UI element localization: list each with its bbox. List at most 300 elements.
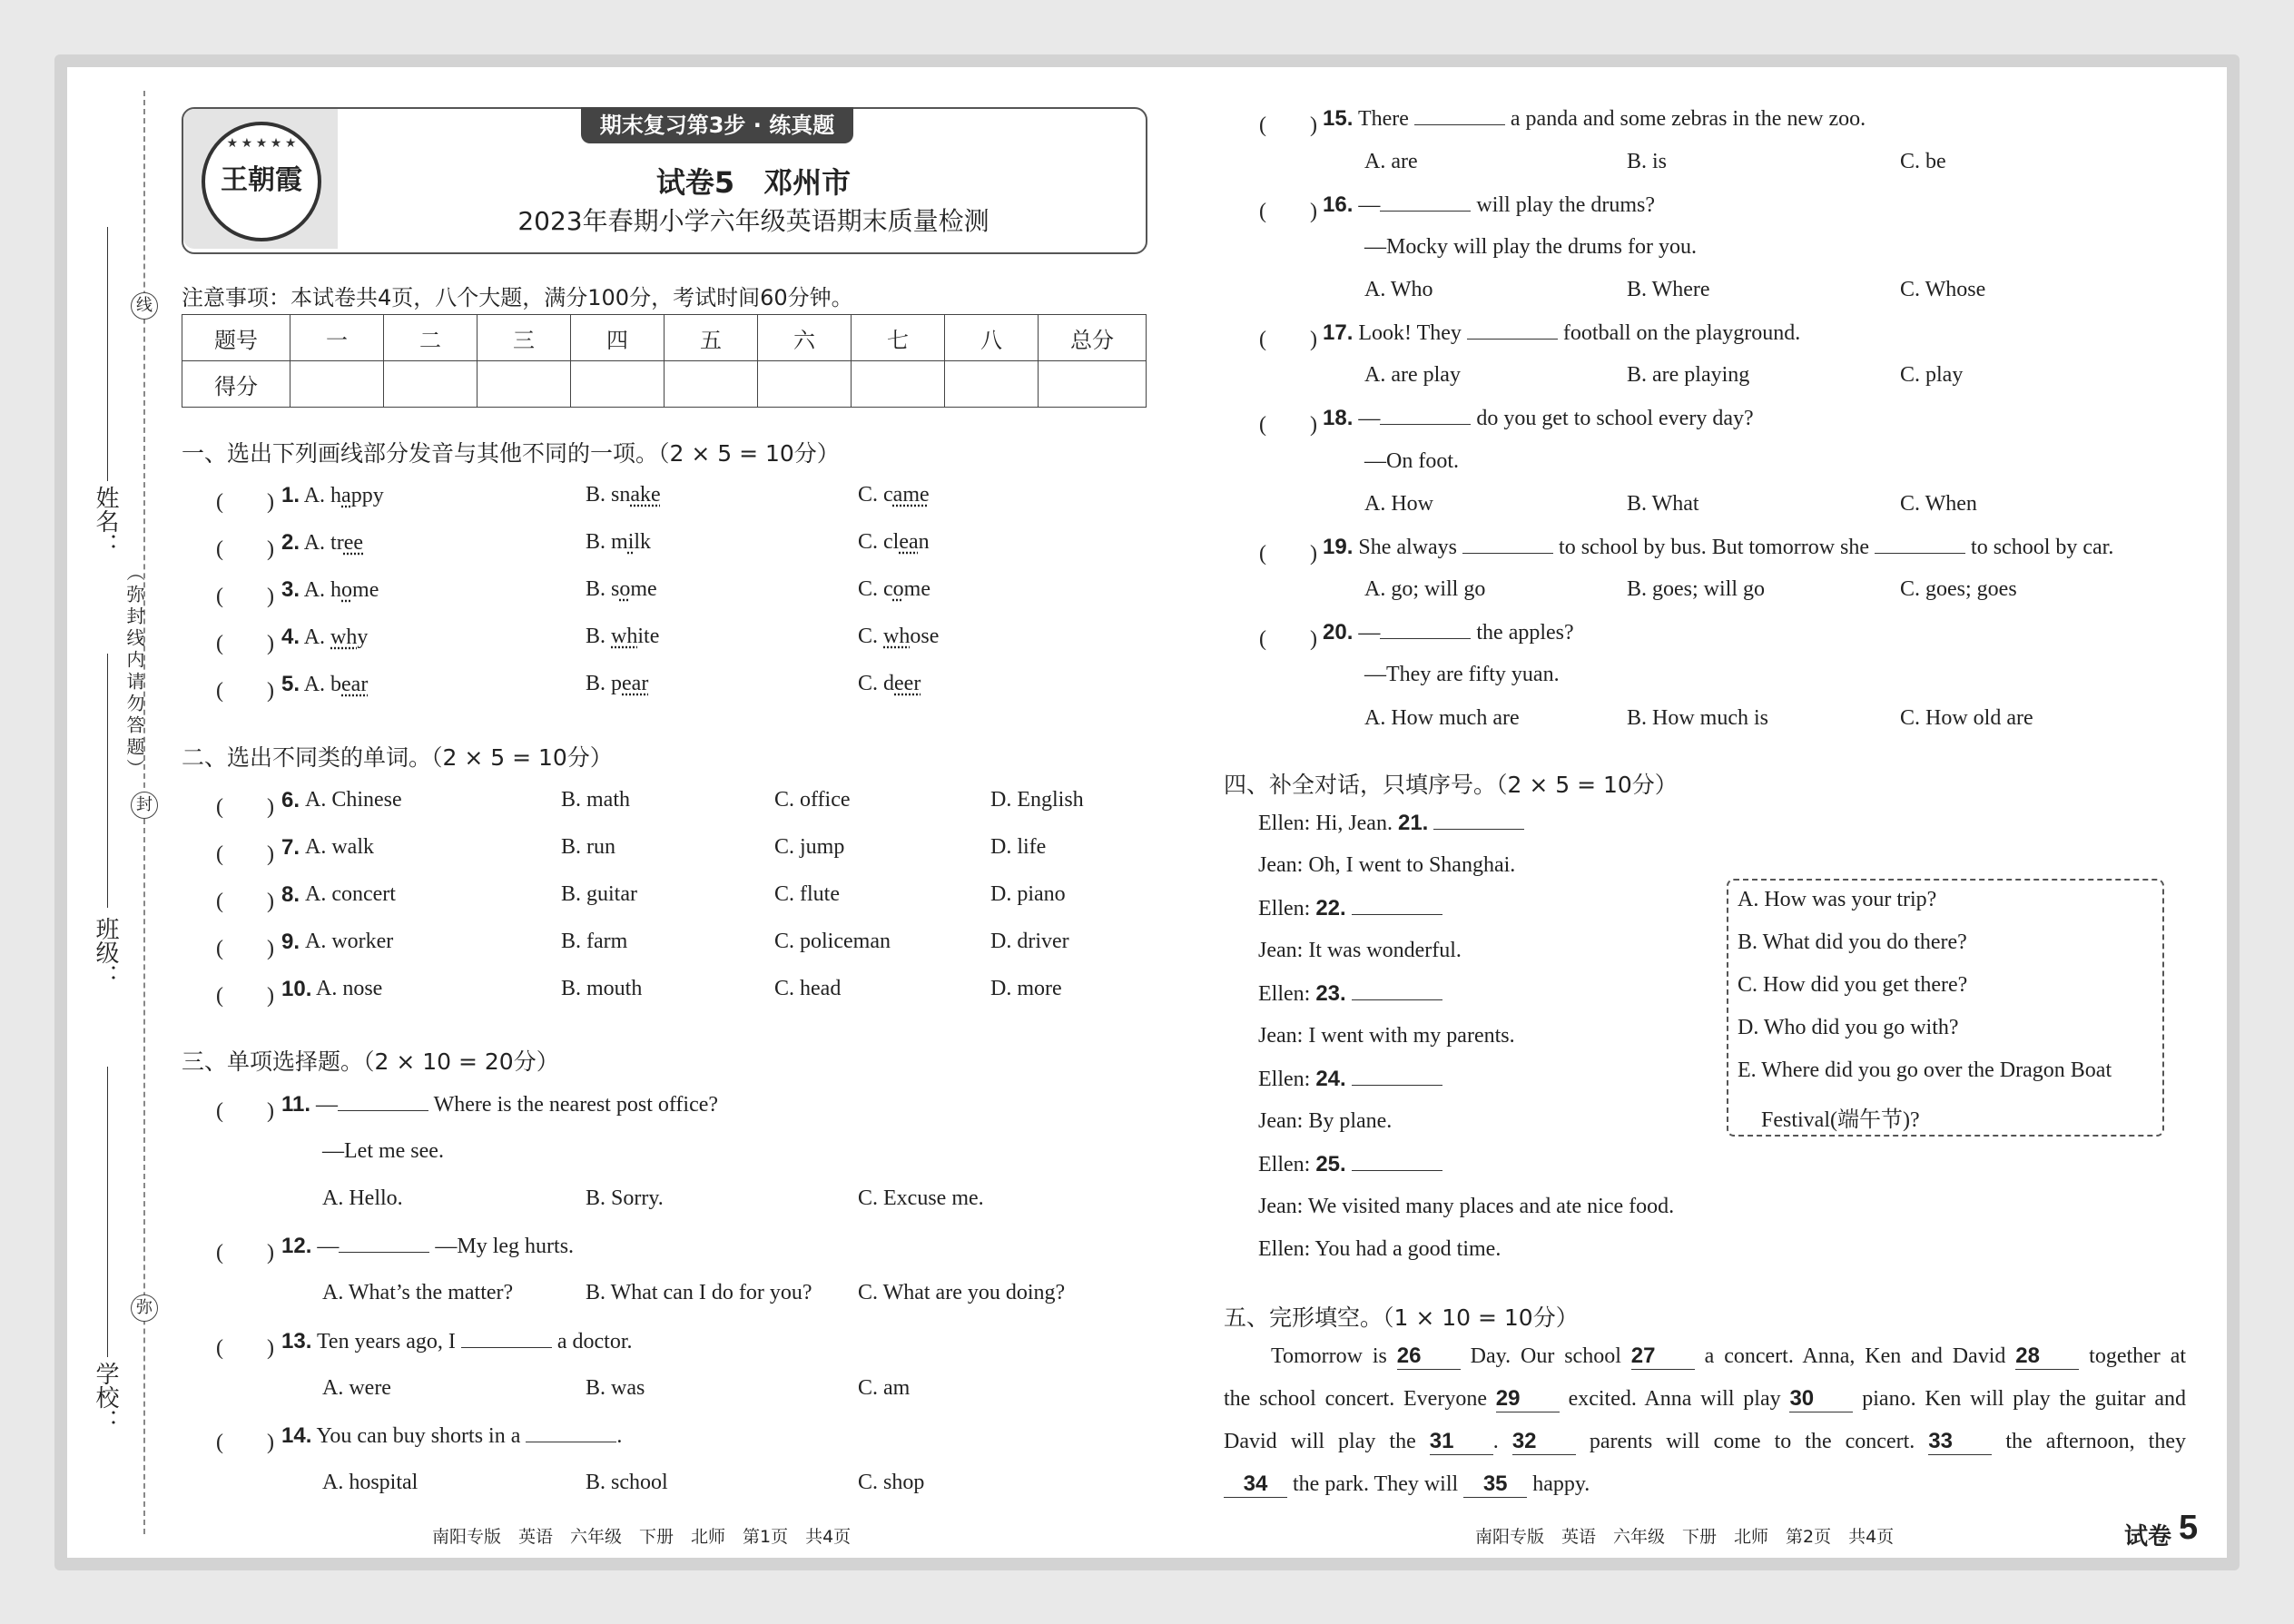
cloze-text: happy.	[1527, 1472, 1590, 1496]
score-cell: 五	[665, 315, 758, 361]
score-table	[182, 314, 1147, 408]
question-number: 5.	[281, 672, 300, 696]
option: B. farm	[561, 930, 628, 953]
seal-circle-line: 线	[131, 292, 158, 320]
cloze-blank[interactable]: 29	[1496, 1386, 1560, 1412]
option-text: A. tr	[300, 531, 344, 555]
stem-text: You can buy shorts in a	[311, 1424, 527, 1448]
option: A. hospital	[322, 1471, 418, 1494]
option: C. How old are	[1900, 706, 2033, 730]
stem-text: the apples?	[1471, 621, 1574, 645]
dialog-text: Jean: Oh, I went to Shanghai.	[1258, 853, 1516, 877]
school-line	[107, 1067, 108, 1357]
question-3-stem	[281, 1234, 574, 1259]
header-title: 试卷5 邓州市	[655, 165, 852, 200]
answer-bracket[interactable]: ( )	[216, 632, 274, 655]
dialog-text: Jean: We visited many places and ate nice food.	[1258, 1195, 1675, 1218]
option-box-item: Festival(端午节)?	[1761, 1108, 1920, 1132]
option: B. How much is	[1627, 706, 1768, 730]
option-text: C. d	[858, 672, 895, 695]
answer-bracket[interactable]: ( )	[1259, 413, 1317, 437]
stem-text: .	[616, 1424, 623, 1448]
dialog-text: Ellen:	[1258, 1153, 1316, 1176]
name-line	[107, 227, 108, 481]
option: C. policeman	[774, 930, 891, 953]
stem-text: to school by car.	[1965, 536, 2114, 559]
option	[858, 530, 930, 555]
option	[586, 530, 651, 555]
underlined-part: wh	[883, 625, 911, 648]
question-number: 2.	[281, 530, 300, 555]
option: C. flute	[774, 882, 840, 906]
option: A. Chinese	[305, 788, 402, 812]
header-subtitle: 2023年春期小学六年级英语期末质量检测	[517, 206, 989, 236]
cloze-blank[interactable]: 31	[1430, 1429, 1493, 1455]
option-text: ppy	[350, 484, 384, 507]
stem-text: to school by bus. But tomorrow she	[1553, 536, 1876, 559]
cloze-line	[1224, 1386, 2186, 1412]
answer-blank[interactable]	[461, 1329, 552, 1348]
cloze-blank[interactable]: 27	[1631, 1343, 1695, 1370]
question-2-number	[281, 835, 300, 861]
underlined-part: wh	[611, 625, 638, 648]
cloze-text: .	[1492, 1430, 1512, 1453]
score-input-cell[interactable]	[1039, 361, 1147, 408]
answer-blank[interactable]	[1380, 620, 1471, 639]
score-input-cell[interactable]	[290, 361, 384, 408]
dialog-line	[1258, 1195, 1674, 1219]
option-box-item: D. Who did you go with?	[1738, 1016, 1959, 1039]
cloze-line	[1224, 1471, 2186, 1498]
option: D. life	[990, 835, 1047, 859]
answer-blank[interactable]	[1352, 981, 1442, 1000]
answer-bracket[interactable]: ( )	[216, 795, 274, 819]
option	[586, 672, 648, 696]
cloze-text: Tomorrow is	[1271, 1344, 1397, 1368]
answer-bracket[interactable]: ( )	[1259, 328, 1317, 351]
stem-text: will play the drums?	[1471, 193, 1656, 217]
question-number: 6.	[281, 788, 300, 812]
question-1-stem	[281, 672, 368, 697]
question-number: 22.	[1315, 896, 1346, 920]
option: B. goes; will go	[1627, 577, 1766, 601]
stem-response: —They are fifty yuan.	[1364, 663, 1560, 686]
cloze-text: excited. Anna will play	[1559, 1387, 1790, 1411]
question-number: 18.	[1323, 406, 1354, 430]
option-text: me	[630, 577, 657, 601]
school-label: 学校：	[92, 1362, 119, 1432]
logo-stars: ★ ★ ★ ★ ★	[226, 137, 297, 151]
answer-bracket[interactable]: ( )	[216, 585, 274, 608]
question-2-number	[281, 882, 300, 908]
cloze-blank[interactable]: 34	[1224, 1471, 1287, 1498]
question-3-stem	[281, 1092, 718, 1117]
question-3-stem	[1323, 320, 1800, 346]
question-number: 21.	[1397, 811, 1429, 835]
cloze-text: the park. They will	[1287, 1472, 1464, 1496]
score-cell: 一	[290, 315, 384, 361]
stem-text: a panda and some zebras in the new zoo.	[1504, 107, 1866, 131]
option-box-item: B. What did you do there?	[1738, 930, 1967, 954]
answer-bracket[interactable]: ( )	[216, 679, 274, 703]
question-number: 12.	[281, 1234, 312, 1258]
option: D. driver	[990, 930, 1069, 953]
question-number: 7.	[281, 835, 300, 860]
option: B. are playing	[1627, 363, 1750, 387]
question-number: 3.	[281, 577, 300, 602]
option-text: A. h	[300, 484, 342, 507]
option: B. What can I do for you?	[586, 1281, 812, 1304]
question-number: 16.	[1323, 192, 1354, 217]
stem-text: —My leg hurts.	[429, 1235, 575, 1258]
option: A. go; will go	[1364, 577, 1486, 601]
option: B. is	[1627, 150, 1668, 173]
footer-left: 南阳专版 英语 六年级 下册 北师 第1页 共4页	[432, 1527, 852, 1547]
dialog-line	[1258, 1109, 1392, 1134]
stem-text: Ten years ago, I	[311, 1330, 461, 1353]
option	[858, 577, 930, 602]
answer-blank[interactable]	[1380, 406, 1471, 425]
option-text: me	[903, 577, 930, 601]
option: B. school	[586, 1471, 668, 1494]
question-3-stem	[1323, 620, 1574, 645]
answer-blank[interactable]	[1875, 535, 1965, 554]
seal-note: （弥封线内请勿答题）	[123, 563, 145, 781]
score-table-wrap	[182, 314, 1147, 408]
option: A. Who	[1364, 278, 1433, 301]
stem-response: —On foot.	[1364, 449, 1459, 473]
cloze-blank[interactable]: 33	[1928, 1429, 1992, 1455]
option: C. When	[1900, 492, 1977, 516]
score-cell: 六	[758, 315, 852, 361]
option-text: ite	[637, 625, 660, 648]
answer-bracket[interactable]: ( )	[1259, 542, 1317, 566]
question-1-stem	[281, 483, 384, 508]
question-number: 19.	[1323, 535, 1354, 559]
question-number: 10.	[281, 977, 312, 1001]
answer-blank[interactable]	[1352, 896, 1442, 915]
option: B. mouth	[561, 977, 643, 1000]
option	[858, 672, 921, 696]
option: A. nose	[316, 977, 383, 1000]
answer-blank[interactable]	[1433, 811, 1524, 830]
dialog-text: Jean: It was wonderful.	[1258, 939, 1462, 962]
score-input-cell[interactable]	[571, 361, 665, 408]
stem-text: Where is the nearest post office?	[428, 1093, 719, 1117]
answer-bracket[interactable]: ( )	[216, 890, 274, 913]
stem-text: There	[1353, 107, 1414, 131]
header-badge	[581, 107, 853, 143]
stem-text: do you get to school every day?	[1471, 407, 1754, 430]
stem-text: —	[310, 1093, 339, 1117]
underlined-part: o	[341, 578, 353, 602]
question-2-number	[281, 788, 300, 813]
score-table-header-row	[182, 315, 1147, 361]
question-number: 8.	[281, 882, 300, 907]
question-number: 13.	[281, 1329, 312, 1353]
section-3-title: 三、单项选择题。（2 × 10 = 20分）	[182, 1048, 559, 1075]
section-2-title: 二、选出不同类的单词。（2 × 5 = 10分）	[182, 744, 613, 771]
score-input-cell[interactable]	[852, 361, 945, 408]
answer-blank[interactable]	[1414, 106, 1505, 125]
option: C. shop	[858, 1471, 925, 1494]
answer-blank[interactable]	[1352, 1152, 1442, 1171]
option-text: lk	[634, 530, 652, 554]
option: A. What’s the matter?	[322, 1281, 514, 1304]
answer-blank[interactable]	[526, 1423, 616, 1442]
answer-bracket[interactable]: ( )	[1259, 627, 1317, 651]
dialog-text: Ellen: You had a good time.	[1258, 1237, 1501, 1261]
cloze-line	[1224, 1429, 2186, 1455]
answer-bracket[interactable]: ( )	[1259, 113, 1317, 137]
stem-text: She always	[1353, 536, 1463, 559]
option: C. goes; goes	[1900, 577, 2017, 601]
underlined-part: ee	[343, 531, 363, 555]
answer-blank[interactable]	[1467, 320, 1558, 340]
cloze-blank[interactable]: 32	[1512, 1429, 1576, 1455]
option	[586, 625, 659, 649]
option: B. Sorry.	[586, 1186, 664, 1210]
stem-text: —	[1353, 407, 1381, 430]
option: A. worker	[305, 930, 394, 953]
underlined-part: wh	[330, 625, 358, 649]
question-3-stem	[281, 1329, 633, 1354]
answer-bracket[interactable]: ( )	[216, 984, 274, 1008]
question-2-number	[281, 930, 300, 955]
cloze-text: Day. Our school	[1460, 1344, 1631, 1368]
question-number: 1.	[281, 483, 300, 507]
dialog-line	[1258, 811, 1524, 836]
option-text: C. cl	[858, 530, 900, 554]
option-text: ose	[910, 625, 940, 648]
option-text: B. m	[586, 530, 628, 554]
score-input-cell[interactable]	[665, 361, 758, 408]
option-text: B. s	[586, 577, 620, 601]
score-input-cell[interactable]	[478, 361, 571, 408]
question-number: 9.	[281, 930, 300, 954]
score-cell: 七	[852, 315, 945, 361]
cloze-text: the school concert. Everyone	[1224, 1387, 1496, 1411]
option: A. are	[1364, 150, 1418, 173]
option: B. run	[561, 835, 615, 859]
answer-bracket[interactable]: ( )	[216, 490, 274, 514]
dialog-line	[1258, 981, 1442, 1007]
cloze-blank[interactable]: 30	[1789, 1386, 1853, 1412]
cloze-blank[interactable]: 28	[2015, 1343, 2079, 1370]
option-text: B. p	[586, 672, 623, 695]
question-number: 17.	[1323, 320, 1354, 345]
option: B. math	[561, 788, 630, 812]
class-line	[107, 654, 108, 908]
answer-blank[interactable]	[1352, 1067, 1442, 1086]
option: C. play	[1900, 363, 1964, 387]
seal-circle-mi: 弥	[131, 1294, 158, 1322]
score-cell: 二	[384, 315, 478, 361]
option-text: me	[352, 578, 379, 602]
stem-text: a doctor.	[551, 1330, 633, 1353]
underlined-part: ake	[630, 483, 661, 507]
header-badge-text: 期末复习第3步 · 练真题	[599, 113, 835, 138]
underlined-part: ame	[892, 483, 930, 507]
question-number: 11.	[281, 1092, 311, 1117]
underlined-part: a	[341, 484, 351, 507]
dialog-text: Ellen:	[1258, 1068, 1316, 1091]
cloze-blank[interactable]: 26	[1397, 1343, 1461, 1370]
stem-text: —	[1353, 621, 1381, 645]
underlined-part: o	[892, 577, 904, 601]
answer-bracket[interactable]: ( )	[216, 1099, 274, 1123]
answer-blank[interactable]	[1462, 535, 1553, 554]
option: D. more	[990, 977, 1062, 1000]
stem-text: —	[1353, 193, 1381, 217]
answer-blank[interactable]	[338, 1092, 428, 1111]
cloze-text: parents will come to the concert.	[1575, 1430, 1929, 1453]
option	[858, 625, 939, 649]
question-1-stem	[281, 625, 368, 650]
footer-right: 南阳专版 英语 六年级 下册 北师 第2页 共4页	[1475, 1527, 1895, 1547]
section-1-title: 一、选出下列画线部分发音与其他不同的一项。（2 × 5 = 10分）	[182, 440, 840, 467]
seal-circle-seal: 封	[131, 792, 158, 819]
option-text: A.	[300, 625, 331, 649]
option: C. jump	[774, 835, 845, 859]
answer-blank[interactable]	[339, 1234, 429, 1253]
option: A. Hello.	[322, 1186, 403, 1210]
question-3-stem	[1323, 192, 1655, 218]
options-box	[1727, 879, 2164, 1137]
question-3-stem	[1323, 106, 1866, 132]
score-cell-label: 得分	[182, 361, 290, 408]
dialog-line	[1258, 853, 1515, 878]
option: C. office	[774, 788, 851, 812]
underlined-part: i	[627, 530, 635, 554]
logo-emblem	[202, 122, 321, 241]
dialog-line	[1258, 1024, 1515, 1048]
class-label: 班级：	[92, 917, 119, 988]
question-1-stem	[281, 530, 363, 556]
underlined-part: ear	[341, 673, 369, 696]
underlined-part: o	[619, 577, 631, 601]
score-cell: 四	[571, 315, 665, 361]
option: C. What are you doing?	[858, 1281, 1066, 1304]
footer-paper-label: 试卷	[2124, 1523, 2172, 1550]
logo-text: 王朝霞	[221, 164, 302, 196]
stem-text: Look! They	[1353, 321, 1467, 345]
option: A. How much are	[1364, 706, 1520, 730]
cloze-line	[1271, 1343, 2186, 1370]
section-5-title: 五、完形填空。（1 × 10 = 10分）	[1224, 1304, 1579, 1331]
option-box-item: C. How did you get there?	[1738, 973, 1968, 997]
section-4-title: 四、补全对话，只填序号。（2 × 5 = 10分）	[1224, 772, 1678, 798]
answer-bracket[interactable]: ( )	[1259, 200, 1317, 223]
option-text: A. h	[300, 578, 342, 602]
option-text: C. c	[858, 577, 893, 601]
underlined-part: ear	[622, 672, 649, 695]
option	[586, 577, 657, 602]
option: A. are play	[1364, 363, 1461, 387]
question-number: 23.	[1315, 981, 1346, 1006]
score-cell: 三	[478, 315, 571, 361]
option-text: A. b	[300, 673, 342, 696]
option-text: C. c	[858, 483, 893, 507]
option: B. What	[1627, 492, 1699, 516]
option-box-item: A. How was your trip?	[1738, 888, 1937, 911]
stem-response: —Let me see.	[322, 1139, 444, 1163]
stem-response: —Mocky will play the drums for you.	[1364, 235, 1697, 259]
answer-bracket[interactable]: ( )	[216, 1431, 274, 1454]
exam-notice: 注意事项：本试卷共4页，八个大题，满分100分，考试时间60分钟。	[182, 285, 853, 310]
option: A. concert	[305, 882, 396, 906]
option: C. Whose	[1900, 278, 1986, 301]
score-cell: 八	[945, 315, 1039, 361]
option-text: C.	[858, 625, 884, 648]
option: D. English	[990, 788, 1084, 812]
question-number: 4.	[281, 625, 300, 649]
question-3-stem	[1323, 406, 1754, 431]
stem-text: football on the playground.	[1557, 321, 1801, 345]
dialog-line	[1258, 1067, 1442, 1092]
underlined-part: eer	[894, 672, 921, 695]
option: C. be	[1900, 150, 1946, 173]
option-box-item: E. Where did you go over the Dragon Boat	[1738, 1058, 2112, 1082]
dialog-text: Jean: By plane.	[1258, 1109, 1393, 1133]
option: A. walk	[305, 835, 374, 859]
dialog-line	[1258, 896, 1442, 921]
answer-bracket[interactable]: ( )	[216, 537, 274, 561]
score-cell: 总分	[1039, 315, 1147, 361]
cloze-blank[interactable]: 35	[1463, 1471, 1527, 1498]
answer-blank[interactable]	[1380, 192, 1471, 212]
question-number: 15.	[1323, 106, 1354, 131]
option	[586, 483, 661, 507]
question-number: 24.	[1315, 1067, 1346, 1091]
dialog-text: Ellen: Hi, Jean.	[1258, 812, 1398, 835]
cloze-text: a concert. Anna, Ken and David	[1694, 1344, 2016, 1368]
score-input-cell[interactable]	[758, 361, 852, 408]
option-text: n	[918, 530, 930, 554]
cloze-text: piano. Ken will play the guitar and	[1853, 1387, 2186, 1411]
option: A. were	[322, 1376, 391, 1400]
option	[858, 483, 930, 507]
option-text: B. sn	[586, 483, 631, 507]
option-text: y	[357, 625, 369, 649]
option: C. head	[774, 977, 842, 1000]
score-input-cell[interactable]	[945, 361, 1039, 408]
question-2-number	[281, 977, 311, 1002]
answer-bracket[interactable]: ( )	[216, 1336, 274, 1360]
option: C. am	[858, 1376, 911, 1400]
question-3-stem	[1323, 535, 2113, 560]
stem-text: —	[311, 1235, 340, 1258]
option: C. Excuse me.	[858, 1186, 984, 1210]
question-number: 25.	[1315, 1152, 1346, 1176]
dialog-text: Jean: I went with my parents.	[1258, 1024, 1515, 1048]
score-input-cell[interactable]	[384, 361, 478, 408]
question-3-stem	[281, 1423, 622, 1449]
option: A. How	[1364, 492, 1433, 516]
dialog-line	[1258, 1152, 1442, 1177]
answer-bracket[interactable]: ( )	[216, 1241, 274, 1265]
score-cell: 题号	[182, 315, 290, 361]
answer-bracket[interactable]: ( )	[216, 842, 274, 866]
answer-bracket[interactable]: ( )	[216, 937, 274, 960]
dialog-line	[1258, 939, 1462, 963]
dialog-text: Ellen:	[1258, 982, 1316, 1006]
underlined-part: ea	[899, 530, 919, 554]
cloze-text: the afternoon, they	[1992, 1430, 2187, 1453]
option: D. piano	[990, 882, 1066, 906]
footer-paper-number: 5	[2179, 1509, 2199, 1547]
option-text: B.	[586, 625, 612, 648]
